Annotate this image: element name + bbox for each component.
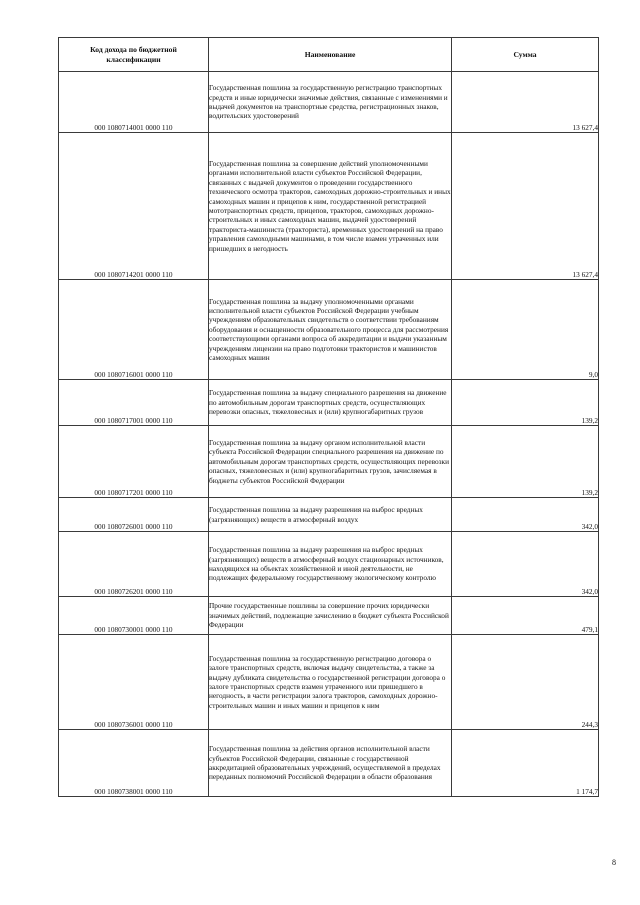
revenue-table [58, 37, 599, 797]
income-code: 000 1080717001 0000 110 [59, 380, 209, 426]
income-name: Государственная пошлина за действия органов исполнительной власти субъектов Российской Федерации, связанные с государственной аккредитацией образовательных учреждений, осуществляемой в пределах переданных полномочий Российской Федерации в области образования [209, 730, 452, 797]
table-row [59, 635, 599, 730]
income-name: Государственная пошлина за государственную регистрацию транспортных средств и иные юридически значимые действия, связанные с изменениями и выдачей документов на транспортные средства, регистрационных знаков, водительских удостоверений [209, 72, 452, 133]
income-name: Прочие государственные пошлины за совершение прочих юридически значимых действий, подлежащие зачислению в бюджет субъекта Российской Федерации [209, 597, 452, 635]
income-code: 000 1080714001 0000 110 [59, 72, 209, 133]
table-row [59, 597, 599, 635]
page-number: 8 [612, 858, 616, 867]
table-row [59, 426, 599, 498]
header-sum: Сумма [452, 38, 599, 72]
income-code: 000 1080736001 0000 110 [59, 635, 209, 730]
income-code: 000 1080714201 0000 110 [59, 133, 209, 280]
income-code: 000 1080738001 0000 110 [59, 730, 209, 797]
income-code: 000 1080726201 0000 110 [59, 532, 209, 597]
income-sum: 13 627,4 [452, 72, 599, 133]
income-sum: 342,0 [452, 498, 599, 532]
income-name: Государственная пошлина за совершение действий уполномоченными органами исполнительной власти субъектов Российской Федерации, связанных с выдачей документов о проведении государственного технического осмотра тракторов, самоходных дорожно-строительных и иных самоходных машин и прицепов к ним, государственной регистрацией мототранспортных средств, прицепов, тракторов, самоходных дорожно-строительных и иных самоходных машин, выдачей удостоверений тракториста-машиниста (тракториста), временных удостоверений на право управления самоходными машинами, в том числе взамен утраченных или пришедших в негодность [209, 133, 452, 280]
income-name: Государственная пошлина за выдачу разрешения на выброс вредных (загрязняющих) веществ в атмосферный воздух [209, 498, 452, 532]
income-sum: 139,2 [452, 380, 599, 426]
income-name: Государственная пошлина за выдачу разрешения на выброс вредных (загрязняющих) веществ в атмосферный воздух стационарных источников, находящихся на объектах хозяйственной и иной деятельности, не подлежащих федеральному государственному экологическому контролю [209, 532, 452, 597]
income-name: Государственная пошлина за выдачу уполномоченными органами исполнительной власти субъектов Российской Федерации учебным учреждениям образовательных свидетельств о соответствии требованиям оборудования и оснащенности образовательного процесса для рассмотрения соответствующими органами вопроса об аккредитации и выдачи указанным учреждениям лицензии на право подготовки трактористов и машинистов самоходных машин [209, 280, 452, 380]
header-code: Код дохода по бюджетной классификации [59, 38, 209, 72]
table-row [59, 133, 599, 280]
table-row [59, 532, 599, 597]
table-header-row [59, 38, 599, 72]
income-code: 000 1080730001 0000 110 [59, 597, 209, 635]
income-code: 000 1080717201 0000 110 [59, 426, 209, 498]
table-row [59, 730, 599, 797]
income-sum: 1 174,7 [452, 730, 599, 797]
income-name: Государственная пошлина за государственную регистрацию договора о залоге транспортных средств, включая выдачу свидетельства, а также за выдачу дубликата свидетельства о государственной регистрации договора о залоге транспортных средств взамен утраченного или пришедшего в негодность, в части регистрации залога тракторов, самоходных дорожно-строительных машин и иных машин и прицепов к ним [209, 635, 452, 730]
income-name: Государственная пошлина за выдачу специального разрешения на движение по автомобильным дорогам транспортных средств, осуществляющих перевозки опасных, тяжеловесных и (или) крупногабаритных грузов [209, 380, 452, 426]
table-row [59, 280, 599, 380]
income-sum: 139,2 [452, 426, 599, 498]
table-row [59, 498, 599, 532]
header-name: Наименование [209, 38, 452, 72]
income-sum: 244,3 [452, 635, 599, 730]
table-row [59, 380, 599, 426]
table-row [59, 72, 599, 133]
income-sum: 13 627,4 [452, 133, 599, 280]
income-code: 000 1080726001 0000 110 [59, 498, 209, 532]
income-code: 000 1080716001 0000 110 [59, 280, 209, 380]
income-name: Государственная пошлина за выдачу органом исполнительной власти субъекта Российской Федерации специального разрешения на движение по автомобильным дорогам транспортных средств, осуществляющих перевозки опасных, тяжеловесных и (или) крупногабаритных грузов, зачисляемая в бюджеты субъектов Российской Федерации [209, 426, 452, 498]
income-sum: 479,1 [452, 597, 599, 635]
income-sum: 342,0 [452, 532, 599, 597]
income-sum: 9,0 [452, 280, 599, 380]
